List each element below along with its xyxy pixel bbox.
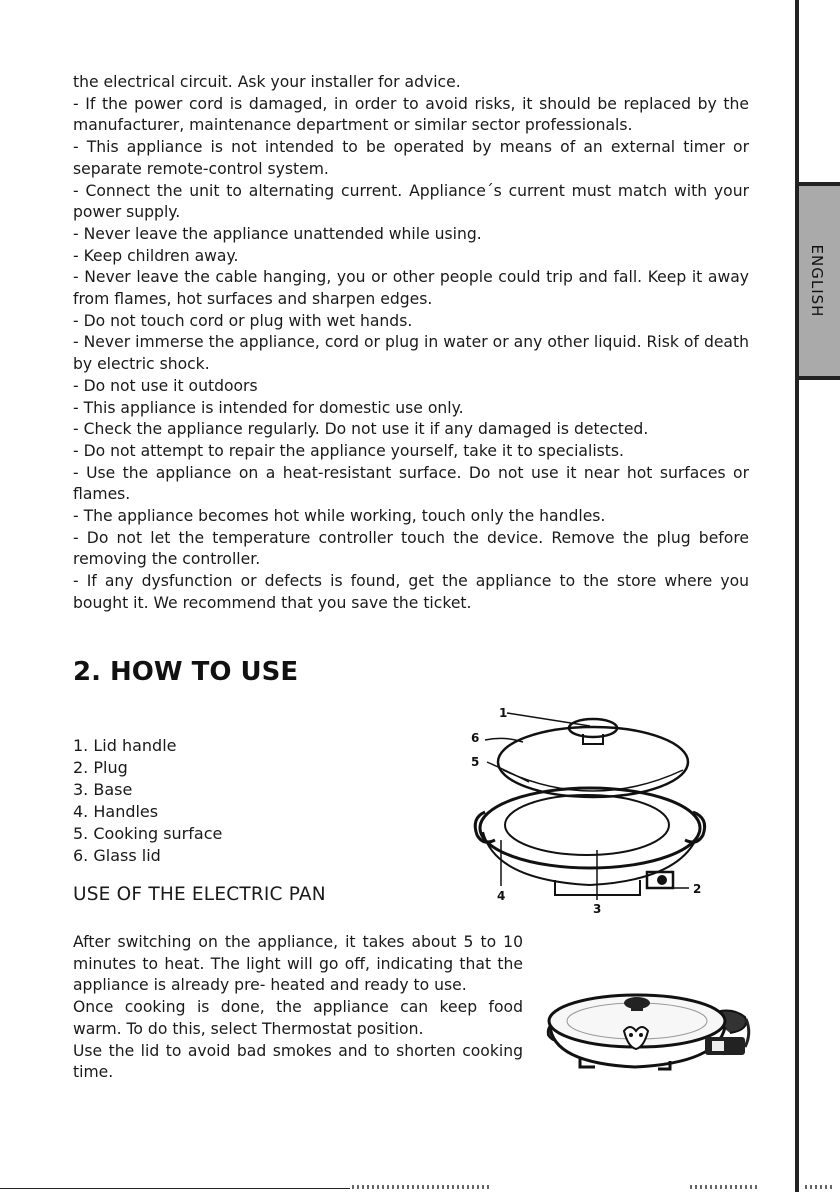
pan-face-eye — [629, 1033, 633, 1037]
warning-line: - If any dysfunction or defects is found, get the appliance to the store where you bought it. We recommend that you save the ticket. — [73, 572, 749, 612]
diagram-label: 6 — [471, 731, 480, 745]
warning-line: - Do not touch cord or plug with wet hands. — [73, 311, 413, 330]
part-item: 3. Base — [73, 780, 133, 799]
warning-line: - Do not let the temperature controller touch the device. Remove the plug before removing the controller. — [73, 528, 749, 569]
warning-line: - This appliance is not intended to be operated by means of an external timer or separate remote-control system. — [73, 138, 749, 178]
warning-line: - Do not use it outdoors — [73, 376, 258, 395]
leader-line — [507, 713, 590, 726]
subsection-heading: USE OF THE ELECTRIC PAN — [73, 884, 326, 905]
diagram-label: 5 — [471, 755, 480, 769]
usage-paragraph: After switching on the appliance, it takes about 5 to 10 minutes to heat. The light will go off, indicating that the appliance is already pre- heated and ready to use. — [73, 933, 523, 995]
warning-line: - Never leave the appliance unattended while using. — [73, 224, 482, 243]
footer-marks — [805, 1185, 835, 1189]
part-item: 4. Handles — [73, 802, 159, 821]
warning-line: - Never immerse the appliance, cord or plug in water or any other liquid. Risk of death by electric shock. — [73, 333, 749, 374]
usage-paragraph: Once cooking is done, the appliance can keep food warm. To do this, select Thermostat position. — [73, 998, 523, 1038]
parts-list — [73, 735, 222, 867]
diagram-label: 2 — [693, 882, 702, 896]
warning-line: - This appliance is intended for domestic use only. — [73, 398, 464, 417]
part-item: 5. Cooking surface — [73, 824, 223, 843]
pan-thermostat — [705, 1037, 745, 1055]
warning-line: - Keep children away. — [73, 246, 239, 265]
diagram-label: 1 — [499, 706, 508, 720]
warning-line: - Never leave the cable hanging, you or other people could trip and fall. Keep it away from flames, hot surfaces and sharpen edges. — [73, 268, 749, 309]
footer-rule — [0, 1188, 350, 1189]
cooking-surface — [505, 795, 669, 855]
safety-warnings — [73, 72, 749, 615]
part-item: 1. Lid handle — [73, 736, 177, 755]
warning-line: - The appliance becomes hot while working, touch only the handles. — [73, 507, 606, 526]
part-item: 6. Glass lid — [73, 846, 161, 865]
footer-marks — [690, 1185, 760, 1189]
pan-thermostat-dial — [712, 1041, 724, 1051]
parts-diagram — [465, 700, 715, 925]
pan-outer — [480, 788, 700, 868]
warning-line: - Connect the unit to alternating current. Appliance´s current must match with your power supply. — [73, 181, 749, 222]
warning-line: - Check the appliance regularly. Do not use it if any damaged is detected. — [73, 420, 649, 439]
usage-instructions — [73, 932, 523, 1084]
diagram-label: 3 — [593, 902, 602, 916]
warning-line: - If the power cord is damaged, in order to avoid risks, it should be replaced by the manufacturer, maintenance department or similar sector professionals. — [73, 94, 749, 135]
pan-knob-neck — [631, 1005, 643, 1011]
part-item: 2. Plug — [73, 758, 128, 777]
footer-marks — [352, 1185, 492, 1189]
language-tab-label: ENGLISH — [808, 244, 826, 318]
diagram-label: 4 — [497, 889, 506, 903]
usage-paragraph: Use the lid to avoid bad smokes and to shorten cooking time. — [73, 1041, 523, 1082]
thumb-tab-top — [795, 0, 840, 186]
pan-face-eye — [639, 1033, 643, 1037]
electric-pan-illustration — [540, 975, 755, 1075]
plug-dial — [658, 876, 666, 884]
section-heading: 2. HOW TO USE — [73, 657, 299, 687]
warning-line: the electrical circuit. Ask your installer for advice. — [73, 73, 461, 91]
thumb-tab-bottom — [795, 376, 840, 1192]
warning-line: - Do not attempt to repair the appliance yourself, take it to specialists. — [73, 441, 624, 460]
warning-line: - Use the appliance on a heat-resistant surface. Do not use it near hot surfaces or flames. — [73, 463, 749, 504]
